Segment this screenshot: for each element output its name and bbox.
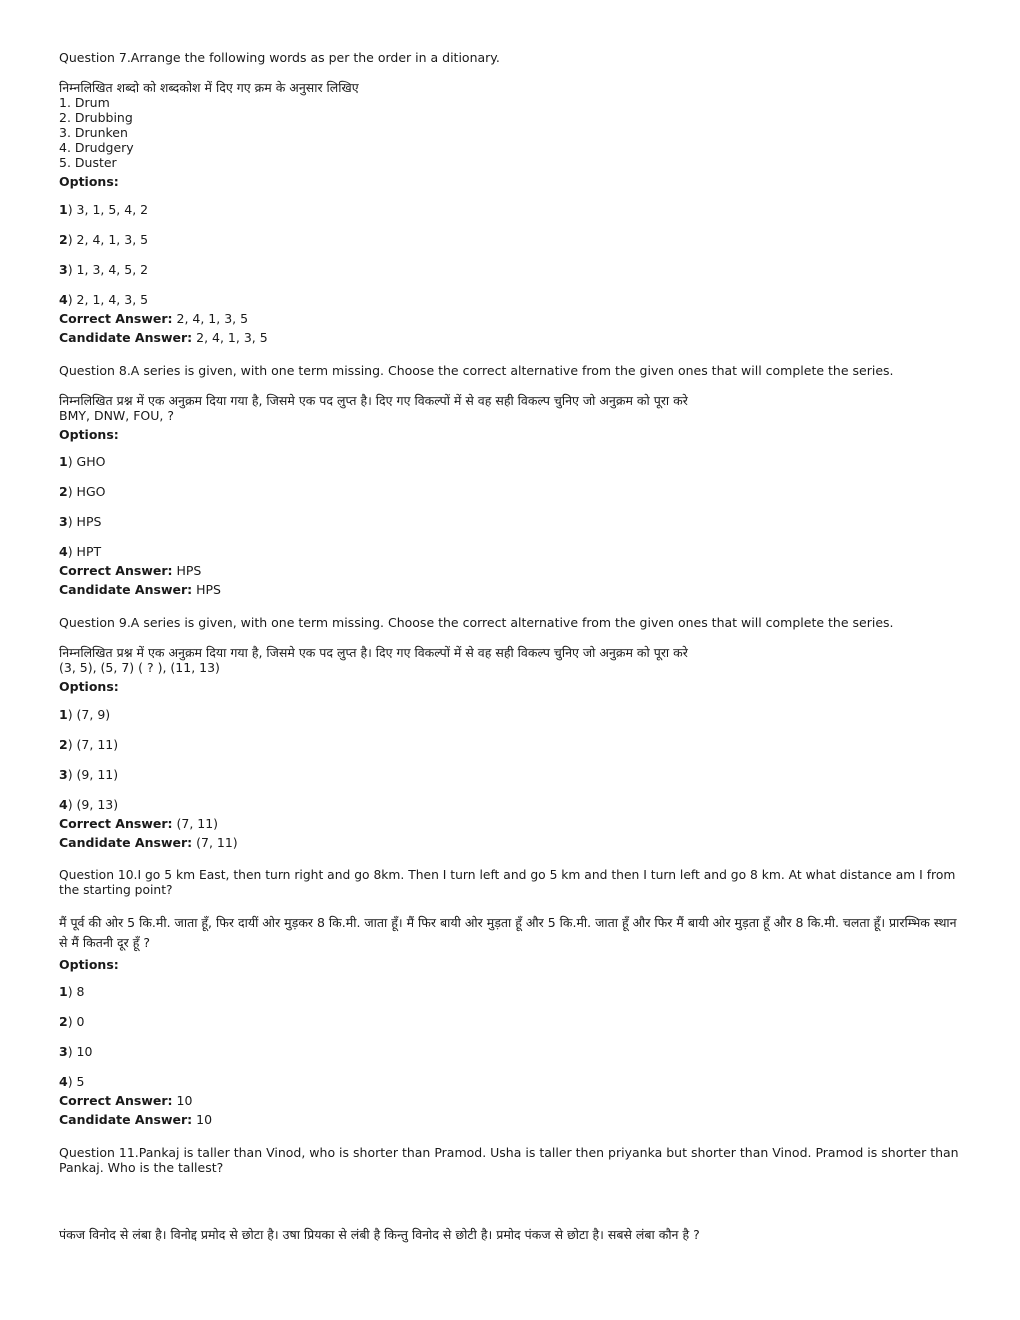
candidate-answer bbox=[59, 835, 964, 850]
options-label: Options: bbox=[59, 174, 119, 189]
option-text: ) 2, 4, 1, 3, 5 bbox=[67, 231, 149, 247]
question-11 bbox=[59, 1145, 964, 1242]
option-number: 3 bbox=[59, 514, 68, 529]
option-3 bbox=[59, 1044, 964, 1059]
candidate-answer bbox=[59, 1112, 964, 1127]
option-number: 3 bbox=[59, 766, 68, 782]
question-8 bbox=[59, 363, 964, 598]
candidate-answer-value: 10 bbox=[192, 1112, 213, 1127]
option-3 bbox=[59, 767, 964, 782]
candidate-answer bbox=[59, 330, 964, 345]
question-text-hi: निम्नलिखित प्रश्न में एक अनुक्रम दिया गया है, जिसमे एक पद लुप्त है। दिए गए विकल्पों में से वह सही विकल्प चुनिए जो अनुक्रम को पूरा करे bbox=[59, 392, 688, 408]
option-number: 2 bbox=[59, 1014, 68, 1029]
candidate-answer-label: Candidate Answer: bbox=[59, 834, 193, 850]
document-page bbox=[59, 50, 964, 1260]
question-text-hi: पंकज विनोद से लंबा है। विनोद्द प्रमोद से छोटा है। उषा प्रियका से लंबी है किन्तु विनोद से छोटी है। प्रमोद पंकज से छोटा है। सबसे लंबा कौन है ? bbox=[59, 1227, 700, 1242]
correct-answer bbox=[59, 311, 964, 326]
option-number: 2 bbox=[59, 736, 68, 752]
question-10 bbox=[59, 868, 964, 1128]
correct-answer-value: HPS bbox=[172, 563, 202, 578]
correct-answer-label: Correct Answer: bbox=[59, 563, 173, 578]
option-number: 4 bbox=[59, 291, 68, 307]
option-4 bbox=[59, 797, 964, 812]
candidate-answer-label: Candidate Answer: bbox=[59, 1112, 193, 1127]
list-item: 4. Drudgery bbox=[59, 140, 134, 155]
series-text: BMY, DNW, FOU, ? bbox=[59, 407, 174, 423]
candidate-answer-label: Candidate Answer: bbox=[59, 329, 193, 345]
list-item: 1. Drum bbox=[59, 95, 110, 110]
option-1 bbox=[59, 707, 964, 722]
option-number: 4 bbox=[59, 1074, 68, 1089]
option-number: 4 bbox=[59, 796, 68, 812]
option-4 bbox=[59, 292, 964, 307]
list-item: 3. Drunken bbox=[59, 125, 128, 140]
candidate-answer-label: Candidate Answer: bbox=[59, 582, 193, 597]
option-text: ) 2, 1, 4, 3, 5 bbox=[67, 291, 149, 307]
option-text: ) 0 bbox=[67, 1014, 85, 1029]
option-number: 2 bbox=[59, 231, 68, 247]
question-text-hi: निम्नलिखित प्रश्न में एक अनुक्रम दिया गया है, जिसमे एक पद लुप्त है। दिए गए विकल्पों में से वह सही विकल्प चुनिए जो अनुक्रम को पूरा करे bbox=[59, 645, 688, 660]
question-text-hi: मैं पूर्व की ओर 5 कि.मी. जाता हूँ, फिर दायीं ओर मुड़कर 8 कि.मी. जाता हूँ। मैं फिर बायी ओर मुड़ता हूँ और 5 कि.मी. जाता हूँ और फिर मैं बायी ओर मुड़ता हूँ और 8 कि.मी. चलता हूँ। प्रारम्भिक स्थान से मैं कितनी दूर हूँ ? bbox=[59, 914, 957, 950]
option-number: 4 bbox=[59, 544, 68, 559]
correct-answer-value: (7, 11) bbox=[172, 815, 219, 831]
option-text: ) GHO bbox=[67, 454, 106, 469]
correct-answer-label: Correct Answer: bbox=[59, 1093, 173, 1108]
option-number: 1 bbox=[59, 454, 68, 469]
candidate-answer-value: HPS bbox=[192, 582, 221, 597]
option-2 bbox=[59, 1014, 964, 1029]
option-number: 1 bbox=[59, 201, 68, 217]
option-text: ) (9, 11) bbox=[67, 766, 119, 782]
question-text-en: Question 9.A series is given, with one term missing. Choose the correct alternative from the given ones that will complete the series. bbox=[59, 615, 894, 630]
option-2 bbox=[59, 737, 964, 752]
candidate-answer bbox=[59, 582, 964, 597]
question-text-en: Question 7.Arrange the following words as per the order in a ditionary. bbox=[59, 50, 500, 65]
correct-answer bbox=[59, 1093, 964, 1108]
question-7 bbox=[59, 50, 964, 345]
option-4 bbox=[59, 1074, 964, 1089]
option-2 bbox=[59, 232, 964, 247]
option-4 bbox=[59, 544, 964, 559]
correct-answer-label: Correct Answer: bbox=[59, 815, 173, 831]
option-text: ) (7, 11) bbox=[67, 736, 119, 752]
question-text-en: Question 8.A series is given, with one term missing. Choose the correct alternative from the given ones that will complete the series. bbox=[59, 362, 894, 378]
option-number: 1 bbox=[59, 706, 68, 722]
correct-answer-value: 2, 4, 1, 3, 5 bbox=[172, 310, 249, 326]
option-text: ) 5 bbox=[67, 1074, 85, 1089]
options-label: Options: bbox=[59, 679, 119, 694]
options-label: Options: bbox=[59, 956, 119, 972]
options-label: Options: bbox=[59, 426, 119, 442]
correct-answer bbox=[59, 563, 964, 578]
correct-answer-value: 10 bbox=[172, 1093, 193, 1108]
option-number: 3 bbox=[59, 1044, 68, 1059]
candidate-answer-value: 2, 4, 1, 3, 5 bbox=[192, 329, 268, 345]
question-text-hi: निम्नलिखित शब्दो को शब्दकोश में दिए गए क्रम के अनुसार लिखिए bbox=[59, 80, 359, 95]
question-9 bbox=[59, 615, 964, 850]
option-number: 2 bbox=[59, 484, 68, 499]
option-text: ) HPT bbox=[67, 544, 102, 559]
option-text: ) 3, 1, 5, 4, 2 bbox=[67, 201, 149, 217]
series-text: (3, 5), (5, 7) ( ? ), (11, 13) bbox=[59, 660, 220, 675]
correct-answer bbox=[59, 816, 964, 831]
question-text-en: Question 10.I go 5 km East, then turn right and go 8km. Then I turn left and go 5 km and then I turn left and go 8 km. At what distance am I from the starting point? bbox=[59, 867, 956, 897]
option-text: ) (7, 9) bbox=[67, 706, 111, 722]
option-2 bbox=[59, 484, 964, 499]
option-number: 3 bbox=[59, 261, 68, 277]
option-1 bbox=[59, 202, 964, 217]
option-text: ) HGO bbox=[67, 484, 106, 499]
option-text: ) 8 bbox=[67, 984, 85, 999]
candidate-answer-value: (7, 11) bbox=[192, 834, 238, 850]
option-number: 1 bbox=[59, 984, 68, 999]
option-1 bbox=[59, 984, 964, 999]
option-3 bbox=[59, 514, 964, 529]
correct-answer-label: Correct Answer: bbox=[59, 310, 173, 326]
option-3 bbox=[59, 262, 964, 277]
option-text: ) 1, 3, 4, 5, 2 bbox=[67, 261, 149, 277]
option-text: ) HPS bbox=[67, 514, 102, 529]
option-text: ) 10 bbox=[67, 1044, 93, 1059]
option-1 bbox=[59, 454, 964, 469]
option-text: ) (9, 13) bbox=[67, 796, 119, 812]
question-text-en: Question 11.Pankaj is taller than Vinod, who is shorter than Pramod. Usha is taller then priyanka but shorter than Vinod. Pramod is shorter than Pankaj. Who is the tallest? bbox=[59, 1145, 959, 1175]
list-item: 5. Duster bbox=[59, 155, 117, 170]
list-item: 2. Drubbing bbox=[59, 110, 133, 125]
